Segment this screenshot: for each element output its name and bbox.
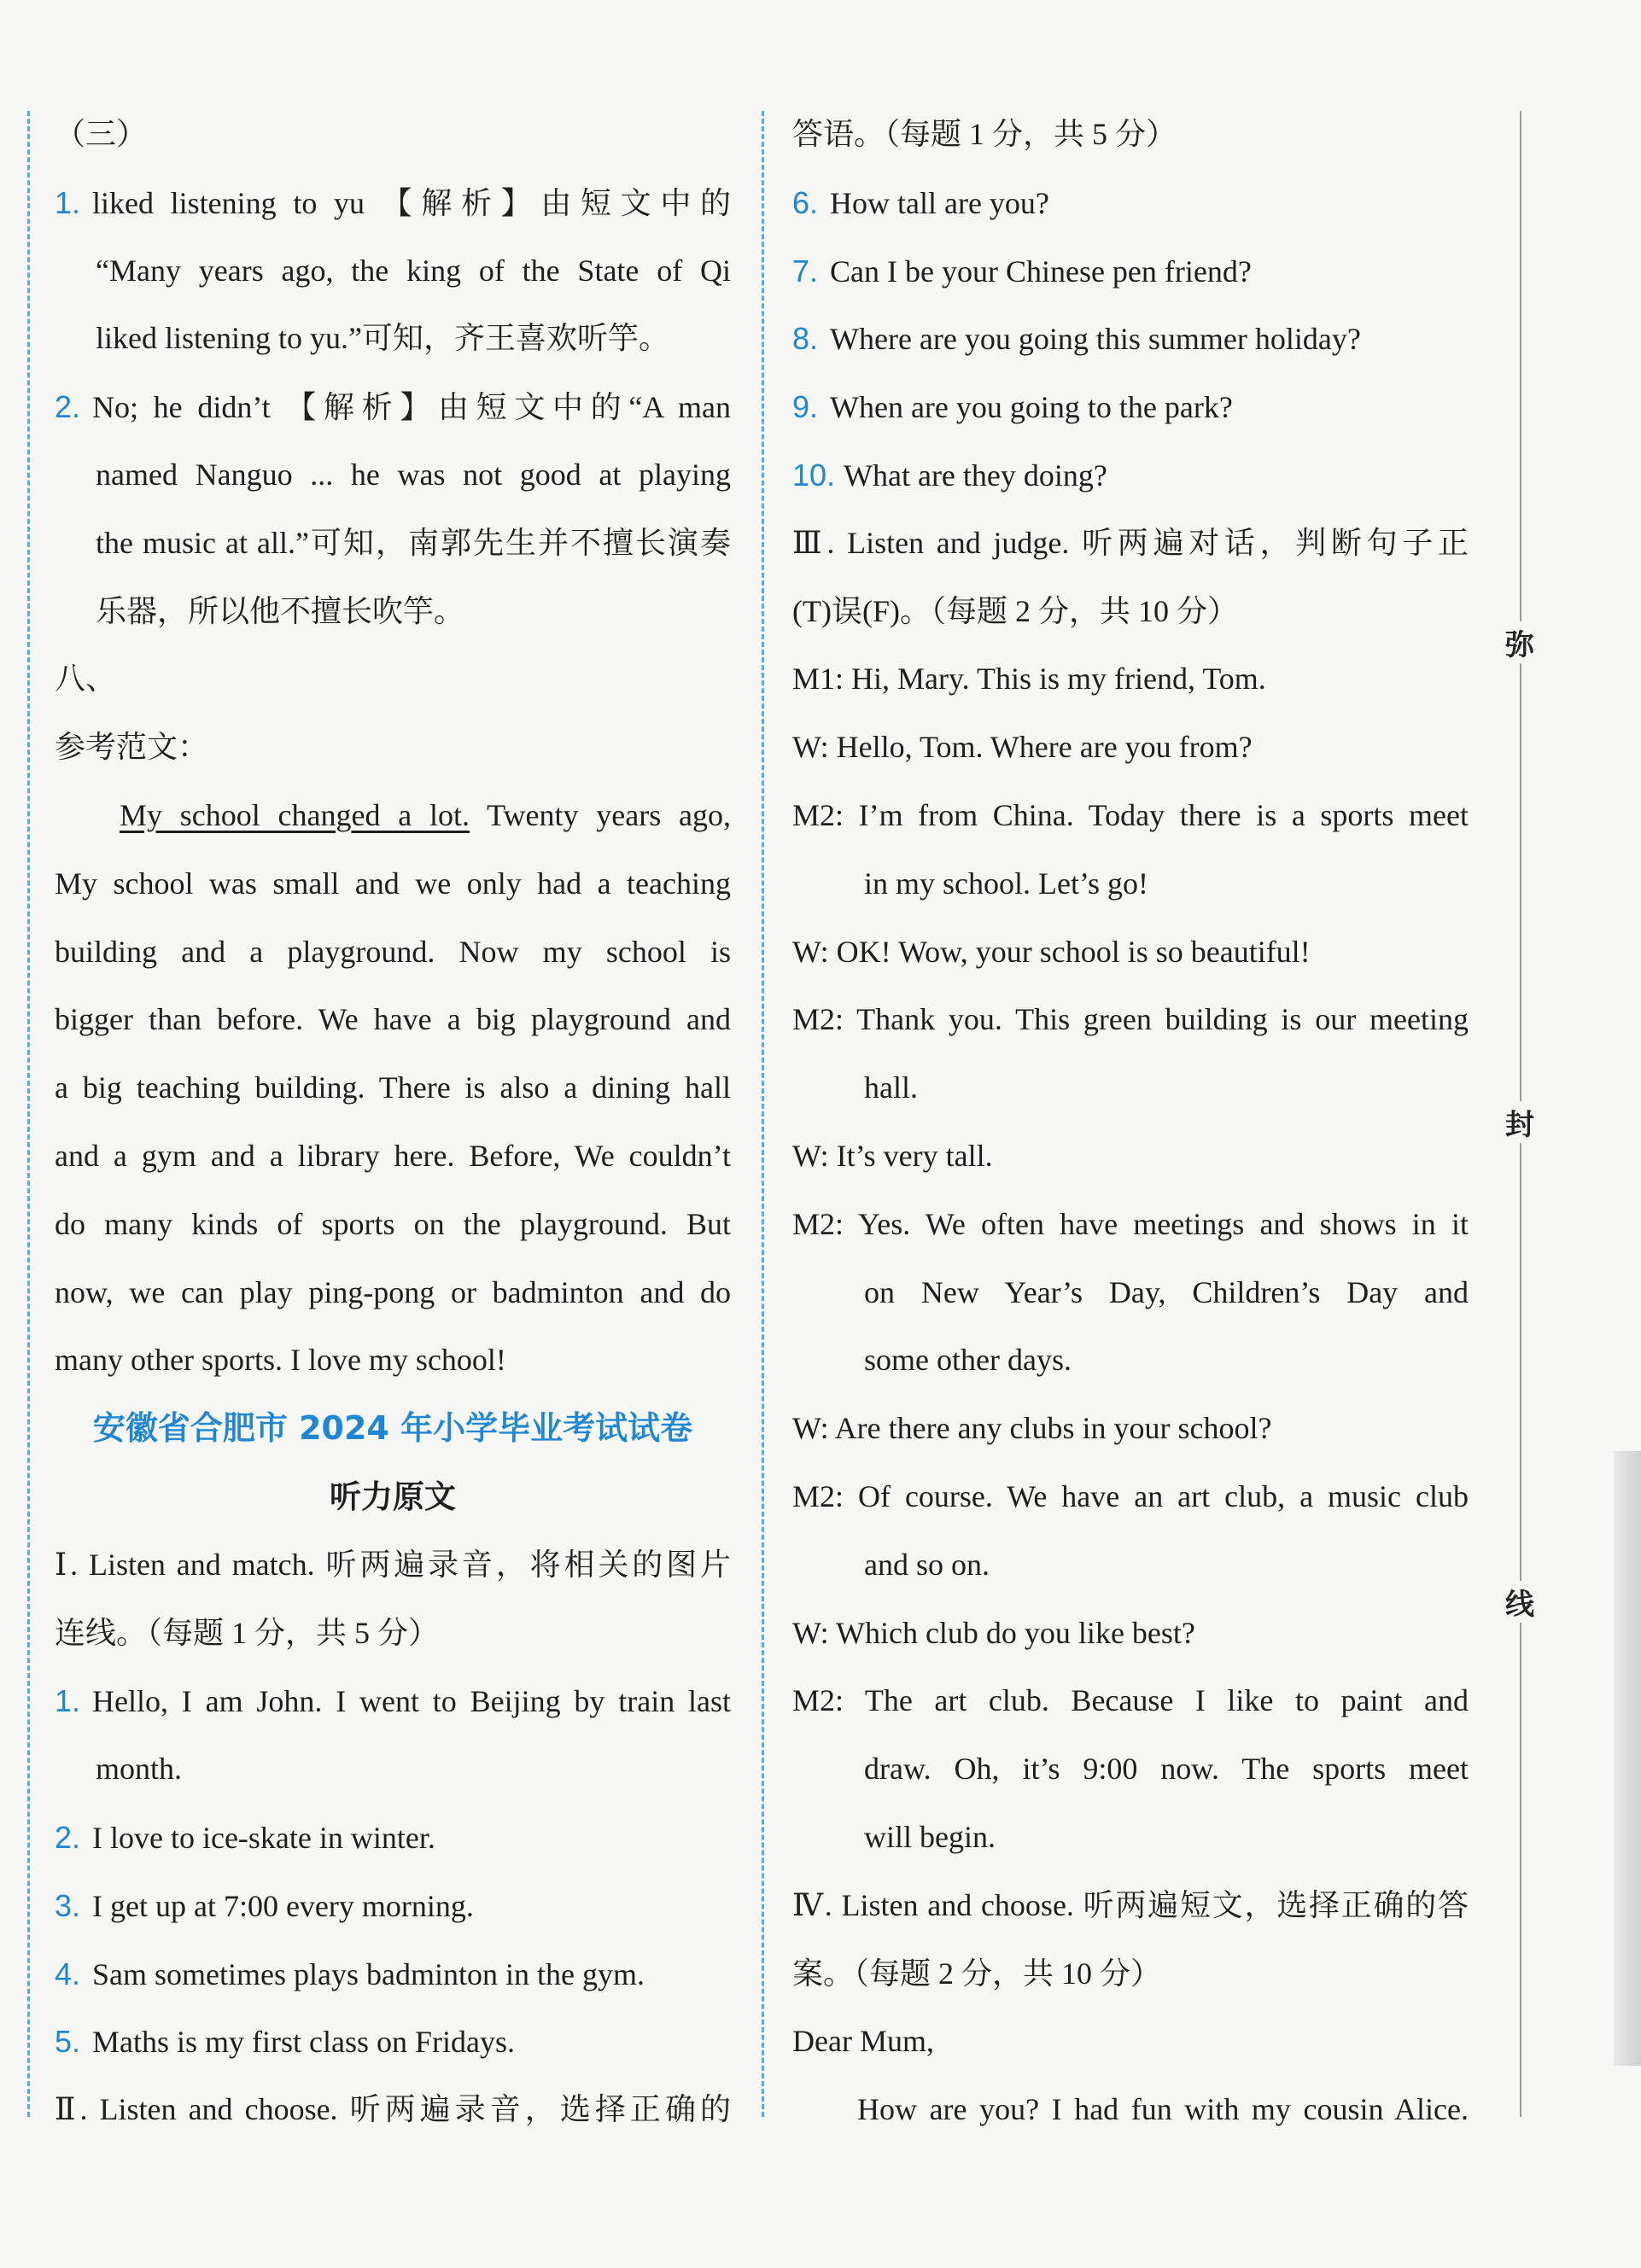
answer-2-line-1: No; he didn’t 【解析】由短文中的“A man (92, 390, 731, 425)
letter-greeting: Dear Mum, (792, 2024, 934, 2059)
answer-1-line-2: “Many years ago, the king of the State of Qi (96, 253, 731, 288)
dialogue-line-7-cont-2: some other days. (864, 1343, 1072, 1378)
essay-line-6: and a gym and a library here. Before, We couldn’t (55, 1138, 731, 1173)
answer-2-line-3: the music at all.”可知，南郭先生并不擅长演奏 (96, 525, 731, 560)
essay-line-1 (55, 782, 731, 850)
listening-item-4-number: 4. (55, 1956, 81, 1991)
binding-char-feng: 封 (1501, 1101, 1539, 1143)
essay-line-3: building and a playground. Now my school is (55, 934, 731, 969)
part-3-instruction-line-2: (T)误(F)。（每题 2 分，共 10 分） (792, 593, 1238, 628)
dialogue-line-6: W: It’s very tall. (792, 1138, 993, 1173)
part-2-instruction-line-2: 答语。（每题 1 分，共 5 分） (792, 117, 1177, 151)
listening-item-5-number: 5. (55, 2024, 81, 2060)
dialogue-line-1: M1: Hi, Mary. This is my friend, Tom. (792, 662, 1266, 697)
listening-item-5-text: Maths is my first class on Fridays. (92, 2025, 515, 2060)
page-edge-shadow (1614, 1451, 1641, 2066)
dialogue-line-11-cont-2: will begin. (864, 1819, 996, 1854)
listening-item-7-text: Can I be your Chinese pen friend? (830, 254, 1252, 289)
dialogue-line-7-cont-1: on New Year’s Day, Children’s Day and (864, 1274, 1469, 1309)
listening-item-2 (55, 1804, 731, 1872)
column-divider (762, 111, 764, 2117)
dialogue-line-9: M2: Of course. We have an art club, a music club (792, 1478, 1469, 1513)
dialogue-line-3-cont: in my school. Let’s go! (864, 866, 1148, 901)
listening-item-10-number: 10. (792, 457, 836, 493)
exam-title: 安徽省合肥市 2024 年小学毕业考试试卷 (92, 1409, 693, 1448)
dialogue-line-2: W: Hello, Tom. Where are you from? (792, 730, 1253, 765)
listening-item-8-number: 8. (792, 321, 819, 357)
part-4-instruction-line-2: 案。（每题 2 分，共 10 分） (792, 1956, 1162, 1991)
dialogue-line-5-cont: hall. (864, 1070, 918, 1105)
answer-1-line-1: liked listening to yu 【解析】由短文中的 (92, 185, 731, 220)
listening-item-2-number: 2. (55, 1819, 81, 1855)
listening-item-10 (792, 441, 1469, 510)
dialogue-line-11: M2: The art club. Because I like to paint and (792, 1683, 1469, 1718)
listening-item-6 (792, 169, 1469, 237)
listening-item-7-number: 7. (792, 253, 819, 289)
dialogue-line-8: W: Are there any clubs in your school? (792, 1411, 1272, 1446)
listening-item-1-text-2: month. (96, 1752, 183, 1787)
essay-line-5: a big teaching building. There is also a dining hall (55, 1070, 731, 1105)
answer-1-number: 1. (55, 184, 81, 220)
essay-line-4: bigger than before. We have a big playground and (55, 1002, 731, 1037)
essay-line-9: many other sports. I love my school! (55, 1343, 506, 1378)
dialogue-line-5: M2: Thank you. This green building is our meeting (792, 1002, 1469, 1037)
essay-line-2: My school was small and we only had a teaching (55, 866, 731, 901)
part-4-instruction-line-1: Ⅳ. Listen and choose. 听两遍短文，选择正确的答 (792, 1887, 1469, 1922)
part-1-instruction-line-2: 连线。（每题 1 分，共 5 分） (55, 1615, 440, 1650)
dialogue-line-11-cont-1: draw. Oh, it’s 9:00 now. The sports meet (864, 1752, 1469, 1787)
listening-item-6-text: How tall are you? (830, 185, 1049, 220)
right-column (792, 101, 1469, 2144)
answer-2-line-4: 乐器，所以他不擅长吹竽。 (96, 593, 465, 628)
essay-topic-sentence: My school changed a lot. (120, 797, 470, 832)
listening-item-2-text: I love to ice-skate in winter. (92, 1820, 435, 1855)
essay-line-8: now, we can play ping-pong or badminton and do (55, 1274, 731, 1309)
answer-2-line-2: named Nanguo ... he was not good at playing (96, 457, 731, 492)
listening-item-9-text: When are you going to the park? (830, 390, 1233, 425)
listening-item-3-text: I get up at 7:00 every morning. (92, 1888, 474, 1923)
listening-item-9 (792, 373, 1469, 441)
letter-line-1: How are you? I had fun with my cousin Alice. (857, 2092, 1469, 2127)
listening-item-1-text: Hello, I am John. I went to Beijing by train last (92, 1684, 731, 1719)
essay-line-1-rest: Twenty years ago, (469, 797, 731, 832)
listening-item-1-number: 1. (55, 1683, 81, 1719)
listening-item-10-text: What are they doing? (844, 458, 1107, 493)
model-essay-label: 参考范文： (55, 730, 209, 765)
listening-script-title: 听力原文 (330, 1478, 456, 1515)
answer-2 (55, 373, 731, 441)
part-1-instruction-line-1: Ⅰ. Listen and match. 听两遍录音，将相关的图片 (55, 1547, 731, 1582)
listening-item-9-number: 9. (792, 389, 819, 425)
binding-char-xian: 线 (1501, 1581, 1539, 1623)
answer-1 (55, 169, 731, 237)
answer-1-line-3: liked listening to yu.”可知，齐王喜欢听竽。 (96, 321, 669, 356)
section-eight-heading: 八、 (55, 662, 117, 697)
listening-item-4 (55, 1940, 731, 2009)
part-2-instruction-line-1: Ⅱ. Listen and choose. 听两遍录音，选择正确的 (55, 2092, 731, 2127)
listening-item-6-number: 6. (792, 184, 819, 220)
listening-item-1 (55, 1667, 731, 1735)
dialogue-line-7: M2: Yes. We often have meetings and shows in it (792, 1206, 1469, 1241)
listening-item-4-text: Sam sometimes plays badminton in the gym. (92, 1956, 645, 1991)
binding-char-mi: 弥 (1501, 621, 1539, 663)
dialogue-line-4: W: OK! Wow, your school is so beautiful! (792, 934, 1311, 969)
dialogue-line-10: W: Which club do you like best? (792, 1615, 1195, 1650)
part-3-instruction-line-1: Ⅲ. Listen and judge. 听两遍对话，判断句子正 (792, 525, 1469, 560)
left-column (55, 101, 731, 2144)
answer-2-number: 2. (55, 389, 81, 425)
listening-item-8 (792, 305, 1469, 373)
listening-item-5 (55, 2008, 731, 2076)
listening-item-8-text: Where are you going this summer holiday? (830, 322, 1361, 357)
listening-item-7 (792, 237, 1469, 306)
dialogue-line-9-cont: and so on. (864, 1547, 990, 1582)
section-three-heading: （三） (55, 117, 148, 151)
essay-line-7: do many kinds of sports on the playground. But (55, 1206, 731, 1241)
left-dashed-border (27, 111, 30, 2117)
listening-item-3-number: 3. (55, 1887, 81, 1923)
listening-item-3 (55, 1872, 731, 1940)
dialogue-line-3: M2: I’m from China. Today there is a sports meet (792, 797, 1469, 832)
